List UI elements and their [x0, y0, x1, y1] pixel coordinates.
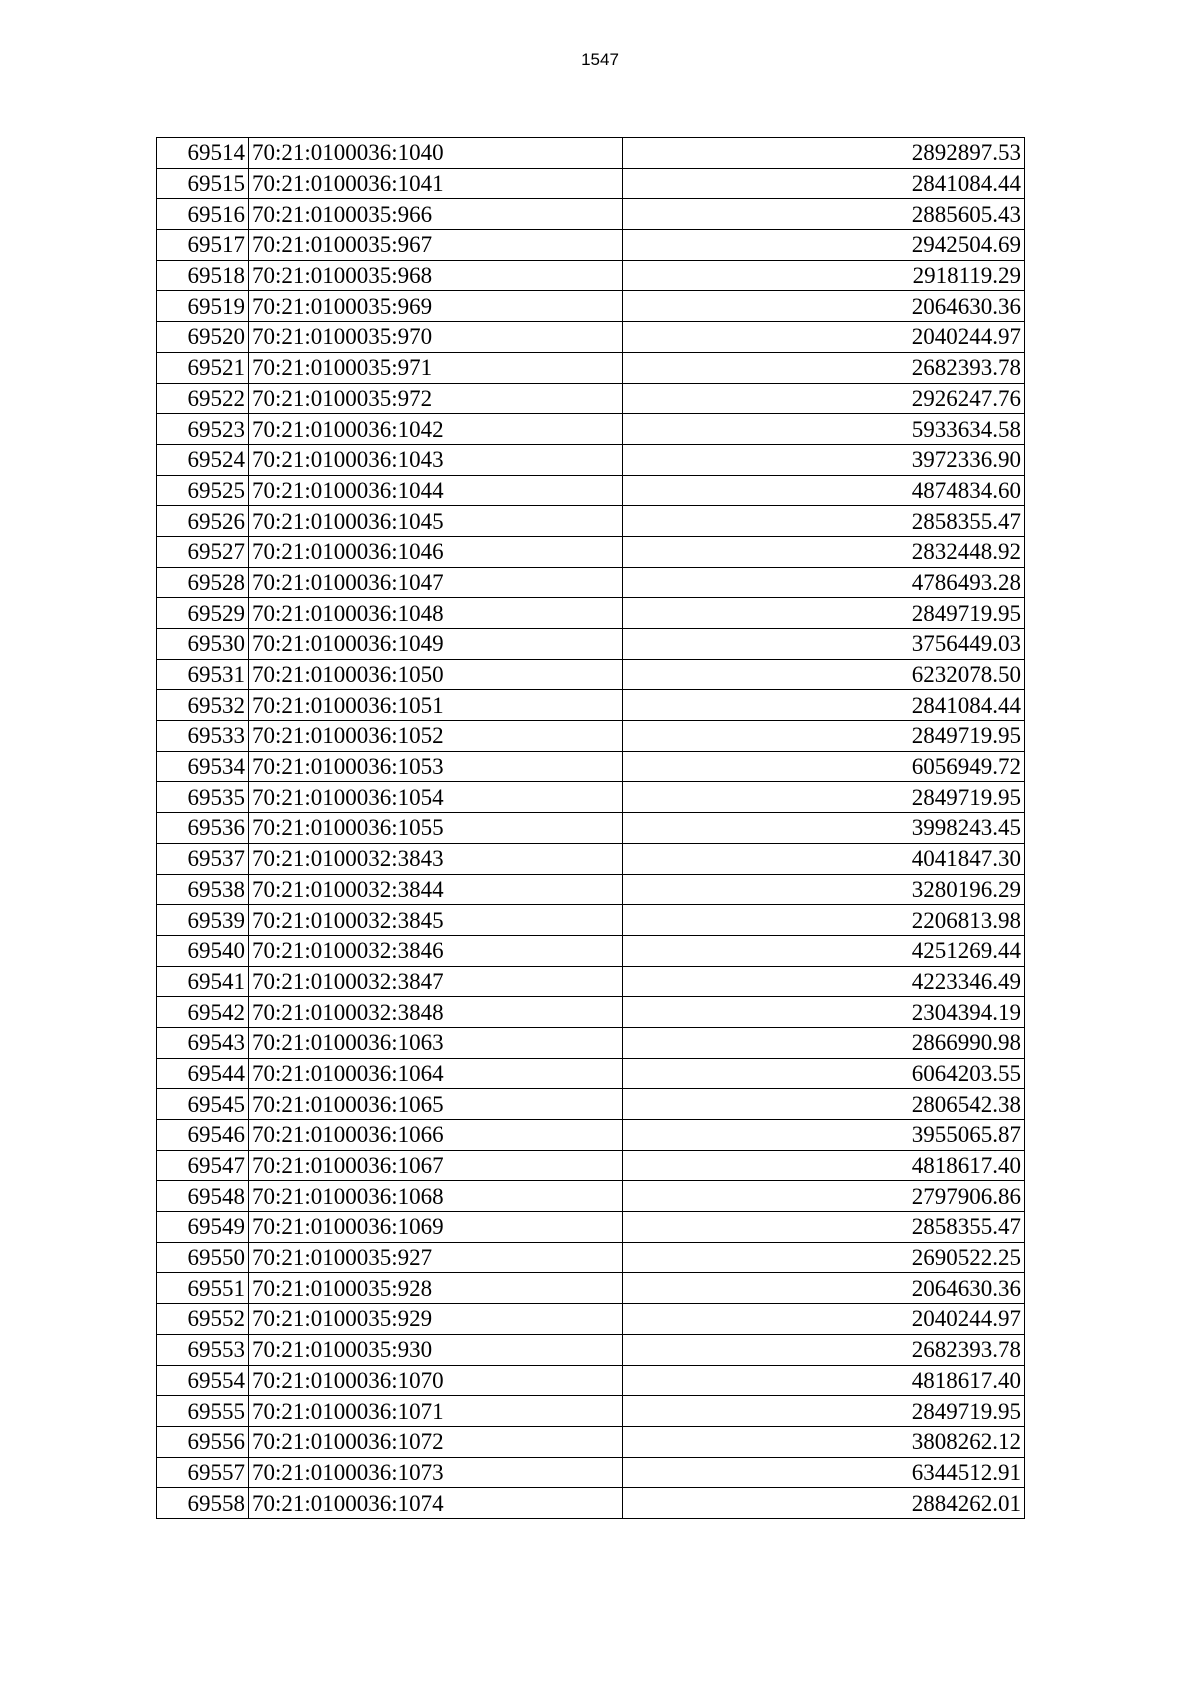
value-cell: 3756449.03 [623, 629, 1025, 660]
value-cell: 2942504.69 [623, 230, 1025, 261]
table-row [157, 1212, 1025, 1243]
row-number-cell: 69533 [157, 721, 249, 752]
table-row [157, 230, 1025, 261]
value-cell: 4786493.28 [623, 567, 1025, 598]
row-number-cell: 69546 [157, 1120, 249, 1151]
row-number-cell: 69552 [157, 1304, 249, 1335]
cadastral-number-cell: 70:21:0100036:1052 [249, 721, 623, 752]
row-number-cell: 69550 [157, 1242, 249, 1273]
cadastral-number-cell: 70:21:0100036:1053 [249, 751, 623, 782]
value-cell: 6232078.50 [623, 659, 1025, 690]
table-row [157, 905, 1025, 936]
cadastral-number-cell: 70:21:0100036:1068 [249, 1181, 623, 1212]
table-row [157, 138, 1025, 169]
table-row [157, 1334, 1025, 1365]
row-number-cell: 69554 [157, 1365, 249, 1396]
table-row [157, 966, 1025, 997]
row-number-cell: 69538 [157, 874, 249, 905]
row-number-cell: 69531 [157, 659, 249, 690]
table-row [157, 506, 1025, 537]
table-row [157, 813, 1025, 844]
table-row [157, 1426, 1025, 1457]
row-number-cell: 69527 [157, 536, 249, 567]
value-cell: 6344512.91 [623, 1457, 1025, 1488]
cadastral-number-cell: 70:21:0100036:1074 [249, 1488, 623, 1519]
row-number-cell: 69532 [157, 690, 249, 721]
value-cell: 4818617.40 [623, 1365, 1025, 1396]
cadastral-number-cell: 70:21:0100035:971 [249, 352, 623, 383]
value-cell: 2849719.95 [623, 782, 1025, 813]
value-cell: 2849719.95 [623, 721, 1025, 752]
value-cell: 6064203.55 [623, 1058, 1025, 1089]
table-row [157, 1273, 1025, 1304]
value-cell: 2866990.98 [623, 1027, 1025, 1058]
cadastral-number-cell: 70:21:0100036:1048 [249, 598, 623, 629]
row-number-cell: 69555 [157, 1396, 249, 1427]
cadastral-number-cell: 70:21:0100036:1065 [249, 1089, 623, 1120]
table-row [157, 935, 1025, 966]
value-cell: 4223346.49 [623, 966, 1025, 997]
row-number-cell: 69534 [157, 751, 249, 782]
table-row [157, 1089, 1025, 1120]
cadastral-number-cell: 70:21:0100035:968 [249, 260, 623, 291]
value-cell: 3280196.29 [623, 874, 1025, 905]
value-cell: 2858355.47 [623, 1212, 1025, 1243]
row-number-cell: 69549 [157, 1212, 249, 1243]
table-row [157, 721, 1025, 752]
value-cell: 2682393.78 [623, 1334, 1025, 1365]
table-row [157, 782, 1025, 813]
row-number-cell: 69548 [157, 1181, 249, 1212]
row-number-cell: 69526 [157, 506, 249, 537]
cadastral-number-cell: 70:21:0100036:1070 [249, 1365, 623, 1396]
row-number-cell: 69544 [157, 1058, 249, 1089]
cadastral-number-cell: 70:21:0100036:1072 [249, 1426, 623, 1457]
cadastral-number-cell: 70:21:0100032:3846 [249, 935, 623, 966]
cadastral-number-cell: 70:21:0100035:972 [249, 383, 623, 414]
value-cell: 2832448.92 [623, 536, 1025, 567]
value-cell: 2797906.86 [623, 1181, 1025, 1212]
row-number-cell: 69558 [157, 1488, 249, 1519]
row-number-cell: 69517 [157, 230, 249, 261]
value-cell: 2884262.01 [623, 1488, 1025, 1519]
cadastral-number-cell: 70:21:0100035:930 [249, 1334, 623, 1365]
row-number-cell: 69529 [157, 598, 249, 629]
cadastral-number-cell: 70:21:0100035:928 [249, 1273, 623, 1304]
table-row [157, 1150, 1025, 1181]
value-cell: 2892897.53 [623, 138, 1025, 169]
cadastral-number-cell: 70:21:0100036:1049 [249, 629, 623, 660]
value-cell: 2841084.44 [623, 690, 1025, 721]
value-cell: 2690522.25 [623, 1242, 1025, 1273]
cadastral-number-cell: 70:21:0100036:1042 [249, 414, 623, 445]
table-row [157, 383, 1025, 414]
table-row [157, 659, 1025, 690]
row-number-cell: 69519 [157, 291, 249, 322]
table-row [157, 874, 1025, 905]
value-cell: 4251269.44 [623, 935, 1025, 966]
row-number-cell: 69539 [157, 905, 249, 936]
value-cell: 3972336.90 [623, 444, 1025, 475]
value-cell: 2040244.97 [623, 1304, 1025, 1335]
row-number-cell: 69516 [157, 199, 249, 230]
row-number-cell: 69535 [157, 782, 249, 813]
row-number-cell: 69551 [157, 1273, 249, 1304]
table-row [157, 629, 1025, 660]
table-row [157, 168, 1025, 199]
table-row [157, 598, 1025, 629]
cadastral-number-cell: 70:21:0100032:3848 [249, 997, 623, 1028]
cadastral-number-cell: 70:21:0100036:1054 [249, 782, 623, 813]
cadastral-number-cell: 70:21:0100036:1044 [249, 475, 623, 506]
row-number-cell: 69541 [157, 966, 249, 997]
table-row [157, 1457, 1025, 1488]
value-cell: 2682393.78 [623, 352, 1025, 383]
cadastral-number-cell: 70:21:0100035:967 [249, 230, 623, 261]
cadastral-number-cell: 70:21:0100032:3845 [249, 905, 623, 936]
cadastral-number-cell: 70:21:0100036:1040 [249, 138, 623, 169]
table-row [157, 1181, 1025, 1212]
table-row [157, 1365, 1025, 1396]
row-number-cell: 69522 [157, 383, 249, 414]
table-row [157, 322, 1025, 353]
row-number-cell: 69523 [157, 414, 249, 445]
table-row [157, 414, 1025, 445]
row-number-cell: 69547 [157, 1150, 249, 1181]
row-number-cell: 69542 [157, 997, 249, 1028]
row-number-cell: 69518 [157, 260, 249, 291]
row-number-cell: 69525 [157, 475, 249, 506]
row-number-cell: 69520 [157, 322, 249, 353]
row-number-cell: 69536 [157, 813, 249, 844]
value-cell: 4818617.40 [623, 1150, 1025, 1181]
value-cell: 5933634.58 [623, 414, 1025, 445]
table-row [157, 997, 1025, 1028]
value-cell: 2806542.38 [623, 1089, 1025, 1120]
row-number-cell: 69515 [157, 168, 249, 199]
value-cell: 2849719.95 [623, 1396, 1025, 1427]
data-table [156, 137, 1025, 1519]
table-row [157, 444, 1025, 475]
cadastral-number-cell: 70:21:0100036:1045 [249, 506, 623, 537]
row-number-cell: 69557 [157, 1457, 249, 1488]
value-cell: 2841084.44 [623, 168, 1025, 199]
value-cell: 4041847.30 [623, 843, 1025, 874]
cadastral-number-cell: 70:21:0100036:1071 [249, 1396, 623, 1427]
value-cell: 2918119.29 [623, 260, 1025, 291]
row-number-cell: 69524 [157, 444, 249, 475]
table-row [157, 1027, 1025, 1058]
value-cell: 2858355.47 [623, 506, 1025, 537]
page-number: 1547 [581, 50, 619, 69]
cadastral-number-cell: 70:21:0100035:970 [249, 322, 623, 353]
value-cell: 2885605.43 [623, 199, 1025, 230]
cadastral-number-cell: 70:21:0100032:3843 [249, 843, 623, 874]
row-number-cell: 69521 [157, 352, 249, 383]
value-cell: 6056949.72 [623, 751, 1025, 782]
cadastral-number-cell: 70:21:0100036:1069 [249, 1212, 623, 1243]
value-cell: 2926247.76 [623, 383, 1025, 414]
value-cell: 3808262.12 [623, 1426, 1025, 1457]
row-number-cell: 69530 [157, 629, 249, 660]
cadastral-number-cell: 70:21:0100036:1063 [249, 1027, 623, 1058]
row-number-cell: 69528 [157, 567, 249, 598]
table-row [157, 843, 1025, 874]
cadastral-number-cell: 70:21:0100035:966 [249, 199, 623, 230]
row-number-cell: 69514 [157, 138, 249, 169]
table-body [157, 138, 1025, 1519]
cadastral-number-cell: 70:21:0100036:1066 [249, 1120, 623, 1151]
value-cell: 2304394.19 [623, 997, 1025, 1028]
cadastral-number-cell: 70:21:0100036:1051 [249, 690, 623, 721]
cadastral-number-cell: 70:21:0100035:927 [249, 1242, 623, 1273]
table-row [157, 1488, 1025, 1519]
cadastral-number-cell: 70:21:0100036:1041 [249, 168, 623, 199]
value-cell: 3955065.87 [623, 1120, 1025, 1151]
table-row [157, 690, 1025, 721]
table-row [157, 1396, 1025, 1427]
row-number-cell: 69545 [157, 1089, 249, 1120]
cadastral-number-cell: 70:21:0100036:1046 [249, 536, 623, 567]
table-row [157, 567, 1025, 598]
table-row [157, 199, 1025, 230]
cadastral-number-cell: 70:21:0100032:3844 [249, 874, 623, 905]
cadastral-number-cell: 70:21:0100036:1067 [249, 1150, 623, 1181]
value-cell: 2206813.98 [623, 905, 1025, 936]
table-row [157, 1058, 1025, 1089]
cadastral-number-cell: 70:21:0100035:929 [249, 1304, 623, 1335]
value-cell: 2064630.36 [623, 291, 1025, 322]
cadastral-number-cell: 70:21:0100036:1043 [249, 444, 623, 475]
table-row [157, 536, 1025, 567]
table-row [157, 1242, 1025, 1273]
cadastral-number-cell: 70:21:0100035:969 [249, 291, 623, 322]
row-number-cell: 69556 [157, 1426, 249, 1457]
row-number-cell: 69553 [157, 1334, 249, 1365]
table-row [157, 1120, 1025, 1151]
cadastral-number-cell: 70:21:0100036:1050 [249, 659, 623, 690]
table-row [157, 1304, 1025, 1335]
value-cell: 3998243.45 [623, 813, 1025, 844]
value-cell: 2849719.95 [623, 598, 1025, 629]
row-number-cell: 69540 [157, 935, 249, 966]
cadastral-number-cell: 70:21:0100032:3847 [249, 966, 623, 997]
table-row [157, 475, 1025, 506]
cadastral-number-cell: 70:21:0100036:1064 [249, 1058, 623, 1089]
row-number-cell: 69537 [157, 843, 249, 874]
cadastral-number-cell: 70:21:0100036:1047 [249, 567, 623, 598]
table-row [157, 751, 1025, 782]
value-cell: 4874834.60 [623, 475, 1025, 506]
cadastral-number-cell: 70:21:0100036:1055 [249, 813, 623, 844]
table-row [157, 352, 1025, 383]
row-number-cell: 69543 [157, 1027, 249, 1058]
value-cell: 2064630.36 [623, 1273, 1025, 1304]
table-row [157, 291, 1025, 322]
cadastral-number-cell: 70:21:0100036:1073 [249, 1457, 623, 1488]
table-row [157, 260, 1025, 291]
value-cell: 2040244.97 [623, 322, 1025, 353]
